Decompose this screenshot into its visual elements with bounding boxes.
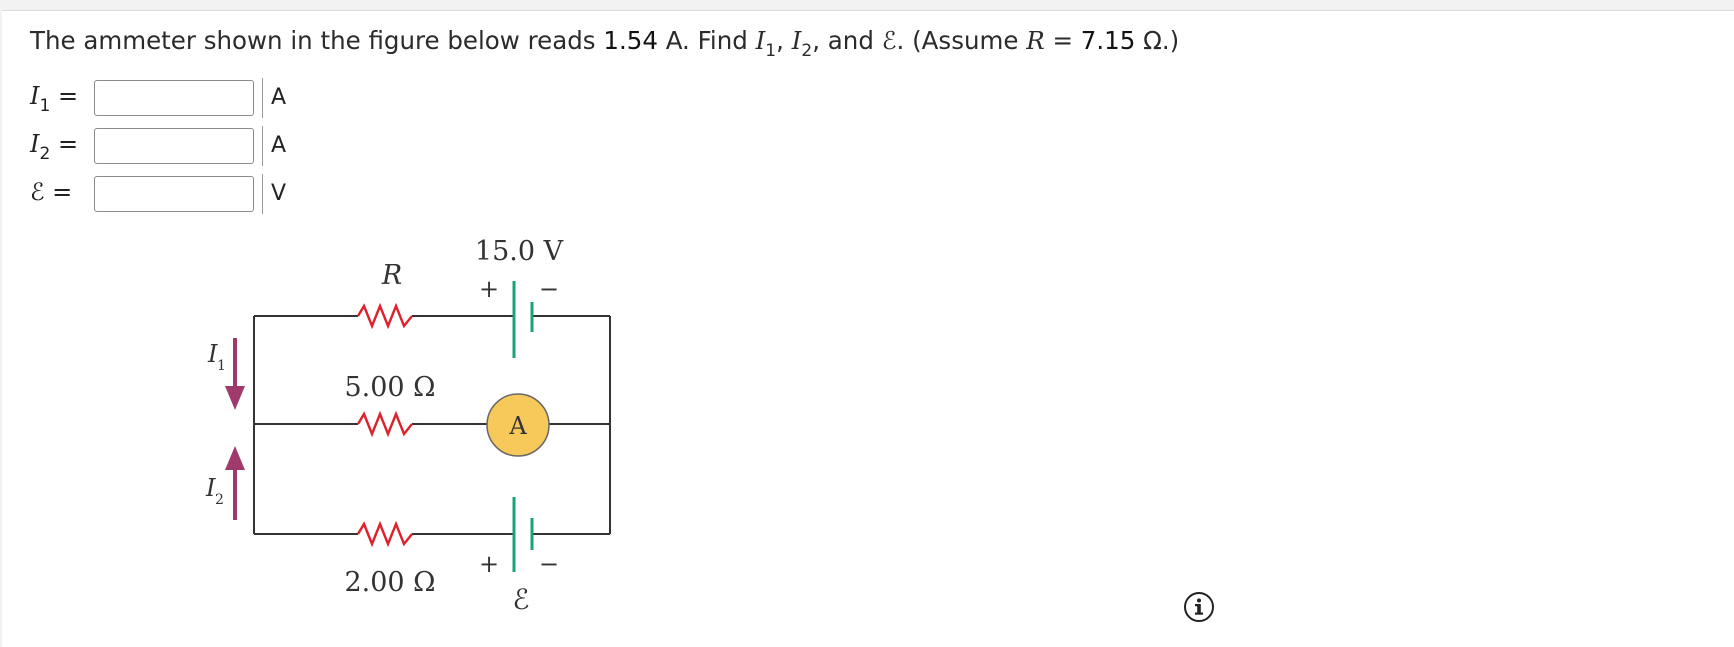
i2-subscript: 2 (801, 41, 813, 61)
battery-emf-plus: + (478, 550, 500, 578)
ammeter-label: A (509, 412, 527, 440)
i1-label (207, 340, 226, 374)
circuit-wires (254, 316, 610, 534)
resistor-5ohm-label: 5.00 Ω (344, 372, 436, 403)
resistor-r (358, 306, 412, 326)
answer-symbol: ℰ (30, 178, 45, 206)
equals-sign: = (1044, 26, 1081, 55)
battery-15v-minus: − (538, 275, 560, 303)
resistor-2ohm-label: 2.00 Ω (344, 567, 436, 598)
arrow-i2-head (225, 446, 245, 470)
assume-prefix: . (Assume (896, 26, 1027, 55)
info-icon[interactable] (1183, 591, 1215, 623)
i1-unit-label: A (262, 78, 298, 118)
i1-label-subscript: 1 (217, 358, 226, 374)
question-prefix: The ammeter shown in the figure below reads (30, 26, 604, 55)
arrow-i1 (225, 338, 245, 410)
answer-subscript: 1 (39, 96, 51, 116)
ammeter-reading-unit: A. Find (657, 26, 756, 55)
i1-label-symbol: I (208, 340, 218, 368)
answer-symbol: I (30, 130, 40, 158)
arrow-i1-head (225, 386, 245, 410)
emf-symbol: ℰ (881, 26, 897, 55)
r-unit: Ω.) (1135, 26, 1180, 55)
i1-subscript: 1 (765, 41, 777, 61)
i1-symbol: I (755, 26, 766, 55)
equals-sign: = (44, 178, 73, 206)
i2-label-symbol: I (206, 474, 216, 502)
battery-15v-plus: + (478, 275, 500, 303)
battery-emf (514, 497, 532, 572)
ammeter-reading-value: 1.54 (603, 26, 658, 55)
emf-unit-label: V (262, 174, 298, 214)
r-symbol: R (1026, 26, 1045, 55)
i2-label-subscript: 2 (215, 492, 224, 508)
equals-sign: = (50, 82, 79, 110)
resistor-2ohm (358, 524, 412, 544)
i2-unit-label: A (262, 126, 298, 166)
emf-label: ℰ (512, 583, 530, 616)
i2-label (205, 474, 224, 508)
r-value: 7.15 (1080, 26, 1136, 55)
answer-symbol: I (30, 82, 40, 110)
battery-15v (514, 281, 532, 358)
separator: , (776, 26, 792, 55)
answer-subscript: 2 (39, 144, 51, 164)
resistor-r-label: R (381, 260, 403, 291)
battery-emf-minus: − (538, 550, 560, 578)
battery-15v-label: 15.0 V (474, 236, 564, 267)
resistor-5ohm (358, 414, 412, 434)
i2-symbol: I (791, 26, 802, 55)
separator: , and (812, 26, 882, 55)
arrow-i2 (225, 446, 245, 520)
equals-sign: = (50, 130, 79, 158)
